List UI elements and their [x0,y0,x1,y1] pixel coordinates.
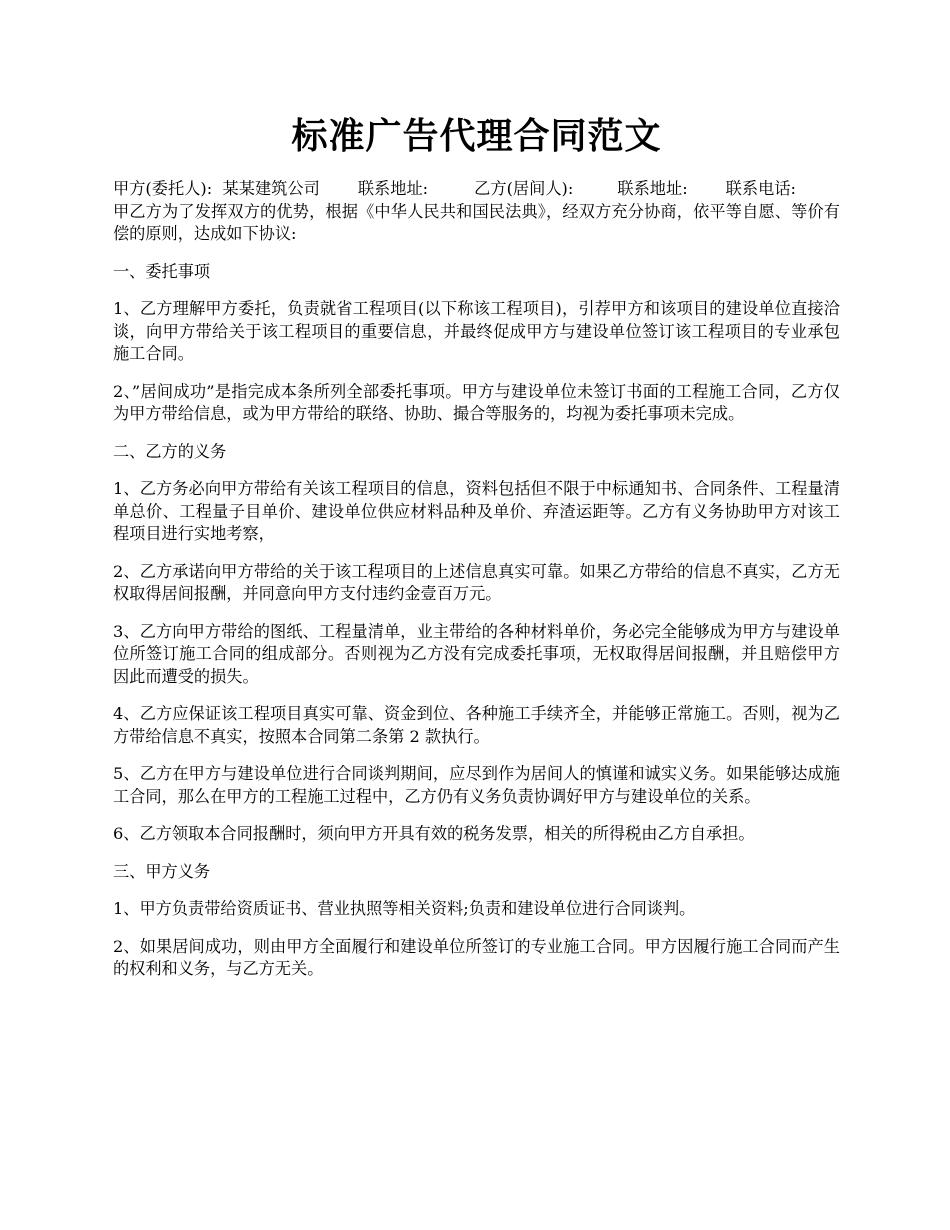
section-heading: 一、委托事项 [113,261,211,281]
section-heading: 二、乙方的义务 [113,441,227,461]
preamble-text: 甲乙方为了发挥双方的优势，根据《中华人民共和国民法典》，经双方充分协商，依平等自愿、等价有偿的原则，达成如下协议: [113,201,840,243]
clause-paragraph: 2、如果居间成功，则由甲方全面履行和建设单位所签订的专业施工合同。甲方因履行施工合同而产生的权利和义务，与乙方无关。 [113,936,840,978]
phone-label: 联系电话: [725,179,796,198]
address-label-2: 联系地址: [617,179,688,198]
party-a-name: 某某建筑公司 [222,179,320,198]
document-title: 标准广告代理合同范文 [291,115,662,157]
party-a-label: 甲方(委托人): [113,179,213,198]
clause-paragraph: 1、甲方负责带给资质证书、营业执照等相关资料;负责和建设单位进行合同谈判。 [113,899,696,918]
clause-paragraph: 3、乙方向甲方带给的图纸、工程量清单，业主带给的各种材料单价，务必完全能够成为甲方与建设单位所签订施工合同的组成部分。否则视为乙方没有完成委托事项，无权取得居间报酬，并且赔偿甲方因此而遭受的损失。 [113,621,840,686]
clause-paragraph: 5、乙方在甲方与建设单位进行合同谈判期间，应尽到作为居间人的慎谨和诚实义务。如果能够达成施工合同，那么在甲方的工程施工过程中，乙方仍有义务负责协调好甲方与建设单位的关系。 [113,764,840,806]
clause-paragraph: 2、”居间成功”是指完成本条所列全部委托事项。甲方与建设单位未签订书面的工程施工合同，乙方仅为甲方带给信息，或为甲方带给的联络、协助、撮合等服务的，均视为委托事项未完成。 [113,381,840,423]
party-b-label: 乙方(居间人): [474,179,574,198]
address-label-1: 联系地址: [357,179,429,198]
clause-paragraph: 4、乙方应保证该工程项目真实可靠、资金到位、各种施工手续齐全，并能够正常施工。否则，视为乙方带给信息不真实，按照本合同第二条第 2 款执行。 [113,704,840,746]
clause-paragraph: 2、乙方承诺向甲方带给的关于该工程项目的上述信息真实可靠。如果乙方带给的信息不真实，乙方无权取得居间报酬，并同意向甲方支付违约金壹百万元。 [113,561,840,603]
clause-paragraph: 6、乙方领取本合同报酬时，须向甲方开具有效的税务发票，相关的所得税由乙方自承担。 [113,824,755,843]
section-heading: 三、甲方义务 [113,861,211,881]
clause-paragraph: 1、乙方理解甲方委托，负责就省工程项目(以下称该工程项目)，引荐甲方和该项目的建设单位直接洽谈，向甲方带给关于该工程项目的重要信息，并最终促成甲方与建设单位签订该工程项目的专业承包施工合同。 [113,299,840,363]
document-page [113,110,840,996]
clause-paragraph: 1、乙方务必向甲方带给有关该工程项目的信息，资料包括但不限于中标通知书、合同条件、工程量清单总价、工程量子目单价、建设单位供应材料品种及单价、弃渣运距等。乙方有义务协助甲方对该工程项目进行实地考察， [113,479,840,543]
intro-paragraph [113,178,840,246]
